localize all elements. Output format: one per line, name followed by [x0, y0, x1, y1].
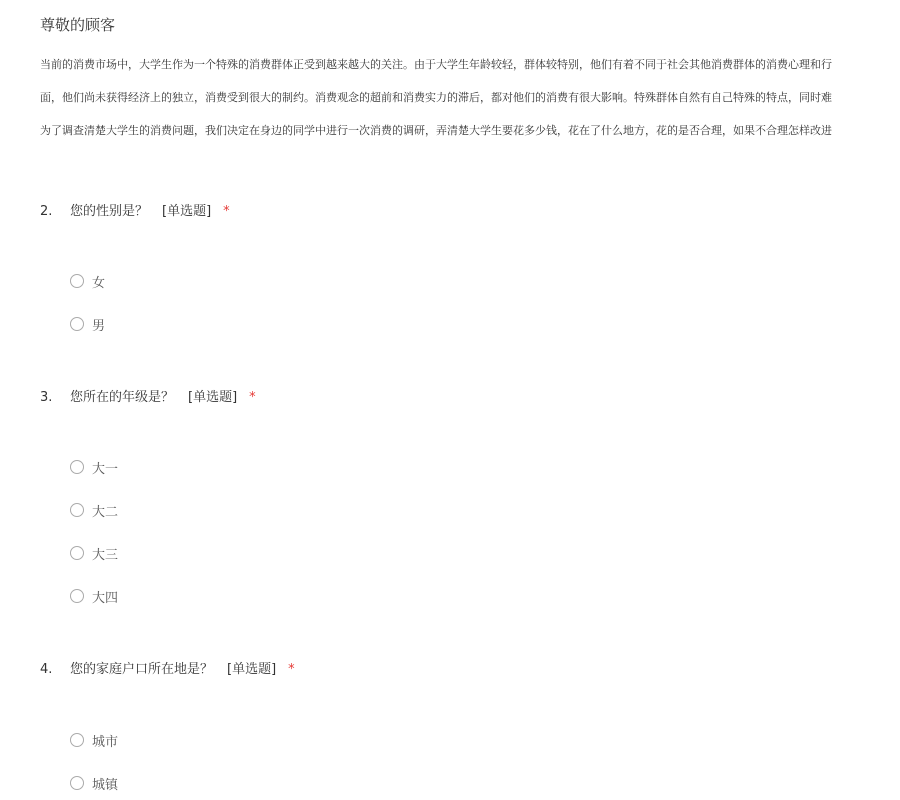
- question-household: [40, 660, 295, 680]
- required-marker: *: [288, 662, 295, 677]
- greeting-heading: 尊敬的顾客: [40, 16, 116, 34]
- intro-line-2: 面，他们尚未获得经济上的独立，消费受到很大的制约。消费观念的超前和消费实力的滞后，都对他们的消费有很大影响。特殊群体自然有自己特殊的特点，同时难: [40, 91, 832, 104]
- required-marker: *: [223, 204, 230, 219]
- option-label: 男: [92, 318, 106, 334]
- radio-button[interactable]: [70, 546, 84, 560]
- question-number: 3.: [40, 390, 53, 405]
- radio-button[interactable]: [70, 503, 84, 517]
- question-type: [单选题]: [188, 390, 238, 405]
- radio-button[interactable]: [70, 733, 84, 747]
- option-label: 城镇: [92, 777, 119, 793]
- radio-button[interactable]: [70, 274, 84, 288]
- option-label: 大一: [92, 461, 119, 477]
- option-label: 大二: [92, 504, 119, 520]
- option-female[interactable]: [70, 271, 105, 291]
- radio-button[interactable]: [70, 776, 84, 790]
- option-label: 大三: [92, 547, 119, 563]
- question-text: 您所在的年级是？: [70, 390, 175, 405]
- option-grade-3[interactable]: [70, 543, 118, 563]
- required-marker: *: [249, 390, 256, 405]
- option-label: 女: [92, 275, 106, 291]
- intro-line-3: 为了调查清楚大学生的消费问题，我们决定在身边的同学中进行一次消费的调研，弄清楚大学生要花多少钱，花在了什么地方，花的是否合理，如果不合理怎样改进: [40, 124, 832, 137]
- radio-button[interactable]: [70, 589, 84, 603]
- option-male[interactable]: [70, 314, 105, 334]
- question-text: 您的家庭户口所在地是？: [70, 662, 214, 677]
- question-gender: [40, 202, 230, 222]
- option-grade-2[interactable]: [70, 500, 118, 520]
- question-grade: [40, 388, 256, 408]
- question-number: 2.: [40, 204, 53, 219]
- intro-line-1: 当前的消费市场中，大学生作为一个特殊的消费群体正受到越来越大的关注。由于大学生年龄较轻，群体较特别，他们有着不同于社会其他消费群体的消费心理和行: [40, 58, 832, 71]
- question-type: [单选题]: [162, 204, 212, 219]
- option-label: 城市: [92, 734, 119, 750]
- question-type: [单选题]: [227, 662, 277, 677]
- question-number: 4.: [40, 662, 53, 677]
- radio-button[interactable]: [70, 317, 84, 331]
- option-label: 大四: [92, 590, 119, 606]
- option-grade-4[interactable]: [70, 586, 118, 606]
- question-text: 您的性别是？: [70, 204, 149, 219]
- radio-button[interactable]: [70, 460, 84, 474]
- option-town[interactable]: [70, 773, 118, 793]
- option-grade-1[interactable]: [70, 457, 118, 477]
- option-city[interactable]: [70, 730, 118, 750]
